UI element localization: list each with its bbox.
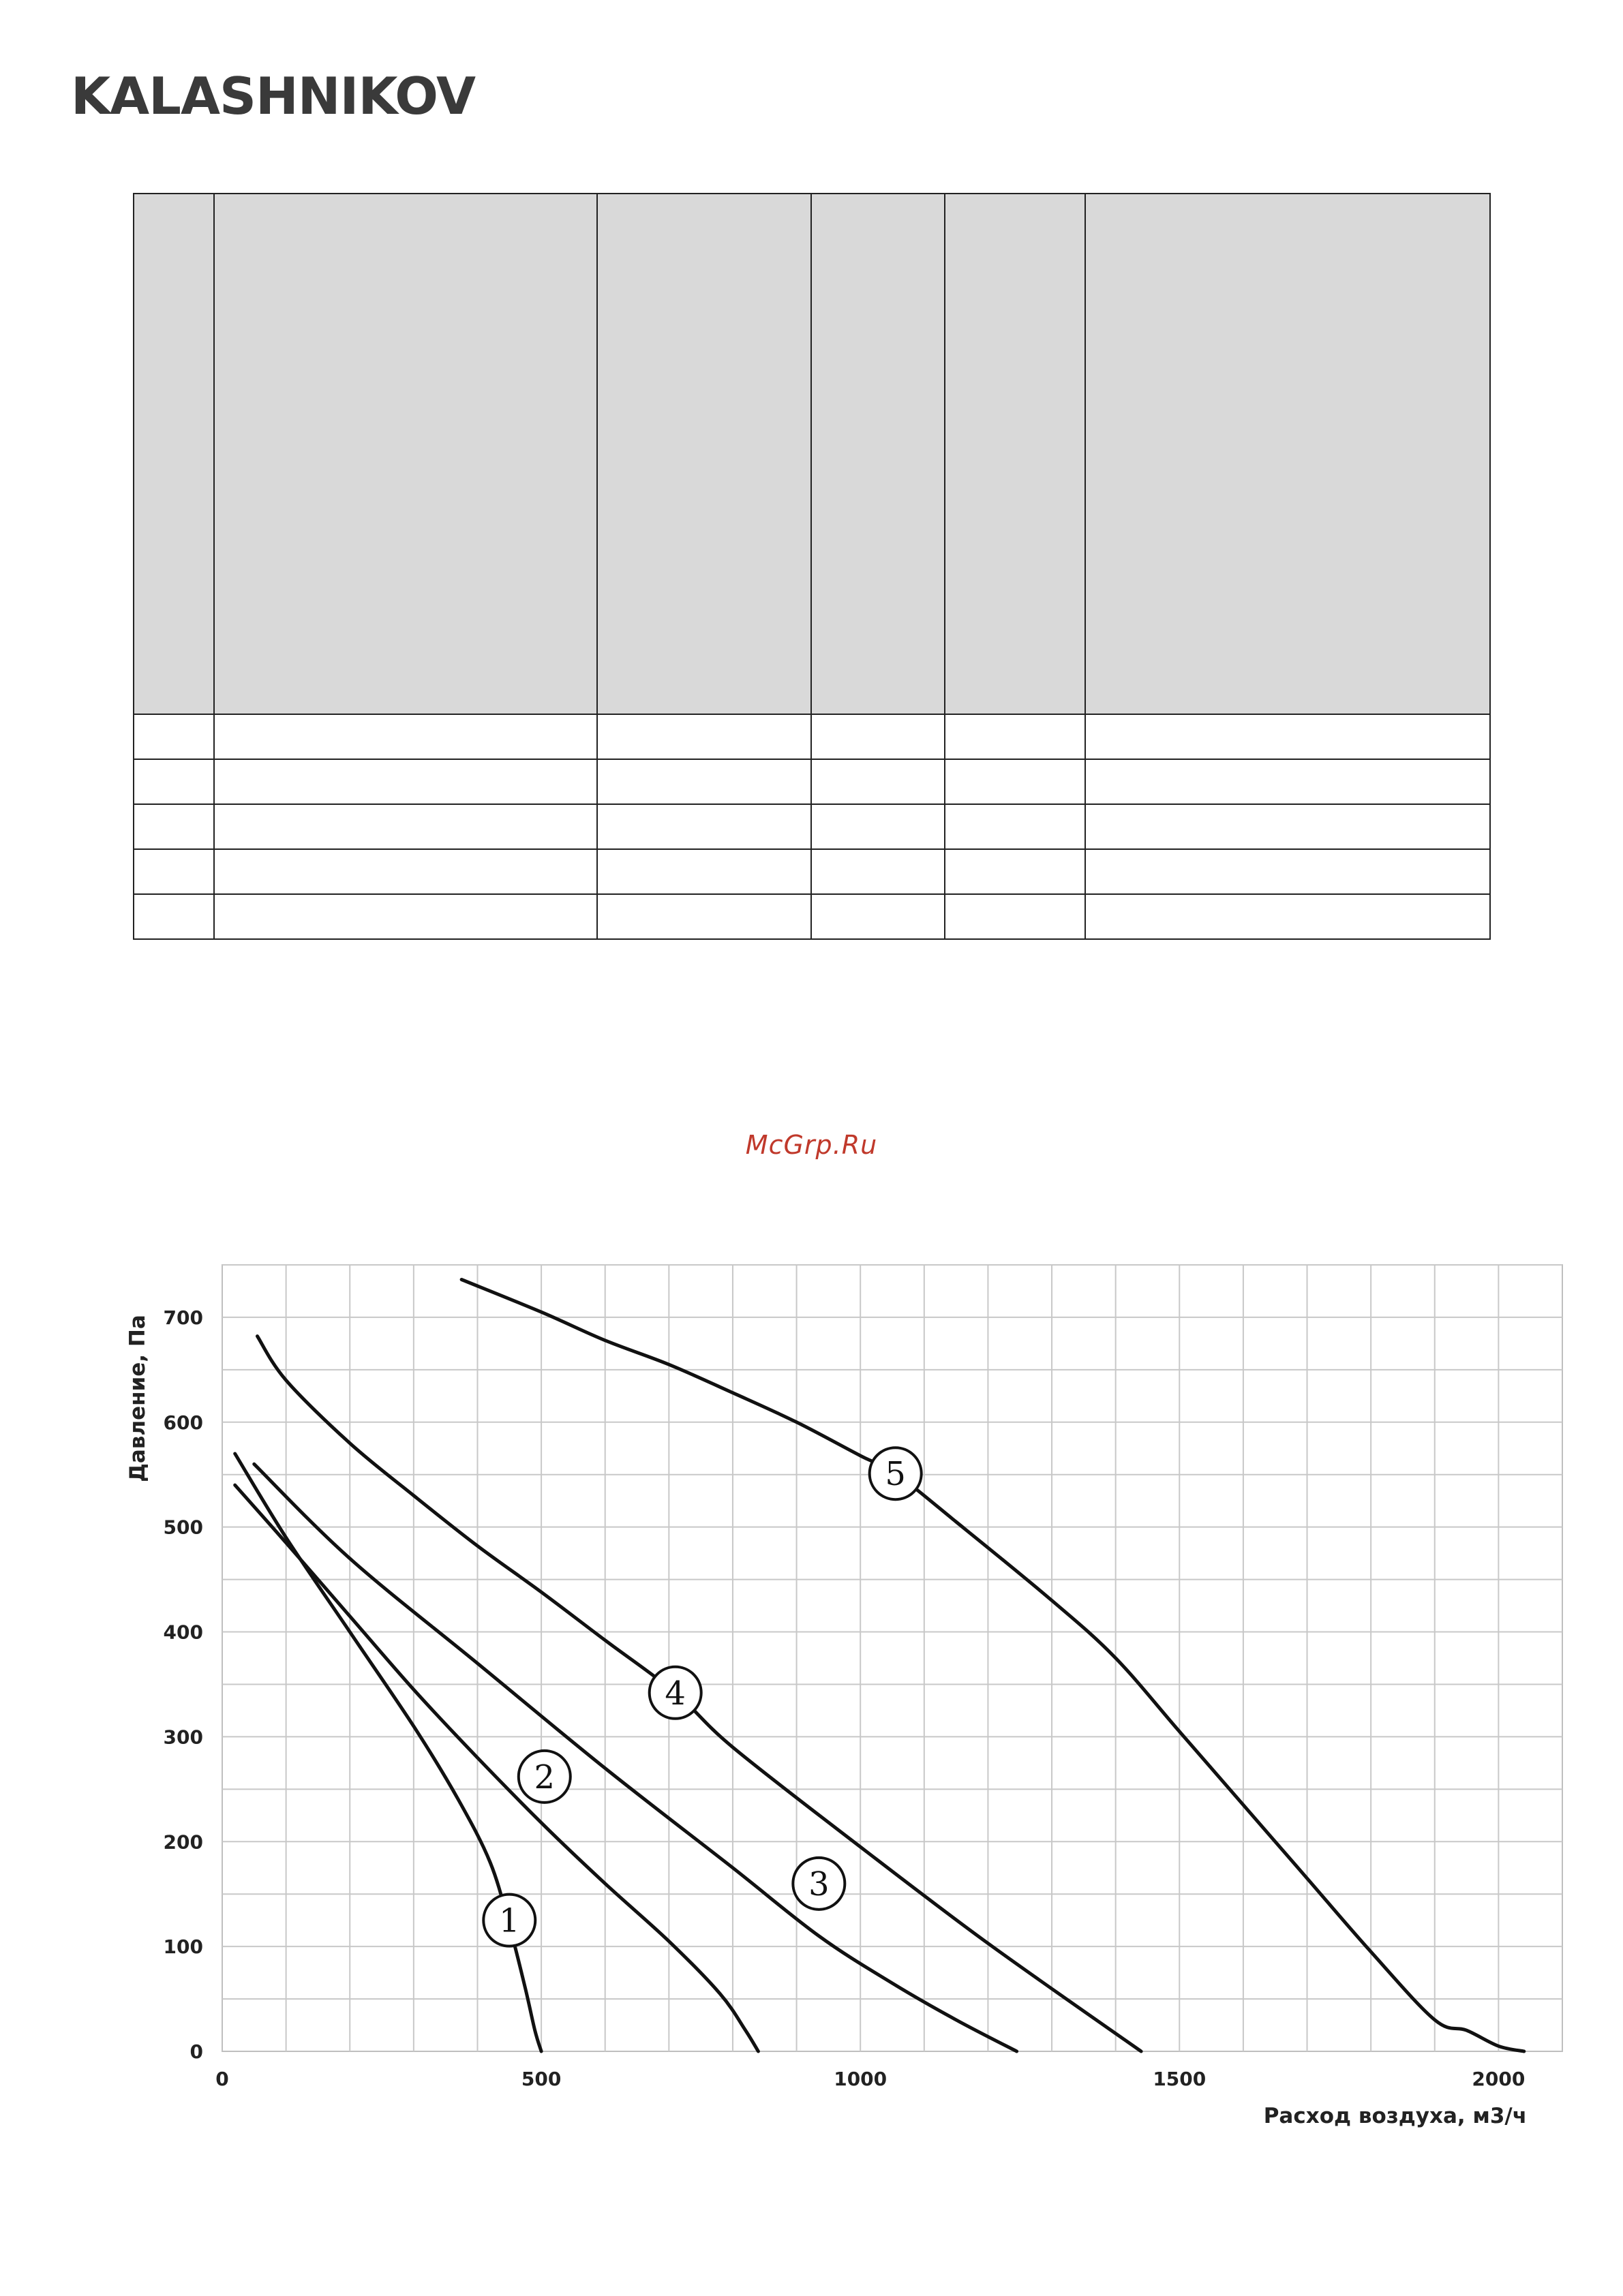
table-header-cell <box>214 194 597 714</box>
table-header-cell <box>134 194 214 714</box>
table-cell <box>1085 759 1490 804</box>
table-header-row <box>134 194 1490 714</box>
y-tick-label: 300 <box>163 1726 203 1749</box>
table-cell <box>811 759 945 804</box>
table-cell <box>1085 804 1490 849</box>
x-tick-label: 1500 <box>1153 2068 1207 2090</box>
pressure-flow-chart <box>0 1213 1623 2154</box>
table-cell <box>134 759 214 804</box>
table-cell <box>811 714 945 759</box>
series-label-4: 4 <box>665 1674 686 1713</box>
y-axis-label: Давление, Па <box>125 1315 150 1482</box>
series-label-1: 1 <box>499 1901 520 1940</box>
x-tick-label: 0 <box>215 2068 229 2090</box>
series-label-2: 2 <box>534 1758 556 1796</box>
y-tick-label: 100 <box>163 1935 203 1959</box>
table-cell <box>945 849 1085 894</box>
table-cell <box>214 714 597 759</box>
table-cell <box>214 804 597 849</box>
y-tick-label: 200 <box>163 1831 203 1854</box>
y-tick-label: 600 <box>163 1411 203 1434</box>
y-tick-label: 500 <box>163 1516 203 1539</box>
table-cell <box>214 849 597 894</box>
table-cell <box>945 894 1085 939</box>
x-axis-label: Расход воздуха, м3/ч <box>1263 2104 1527 2128</box>
table-cell <box>214 894 597 939</box>
x-tick-label: 500 <box>521 2068 562 2090</box>
chart-grid <box>222 1265 1562 2051</box>
brand-logo: KALASHNIKOV <box>71 66 475 126</box>
plot-area <box>222 1265 1562 2051</box>
table-row <box>134 759 1490 804</box>
table-cell <box>134 714 214 759</box>
table-cell <box>945 759 1085 804</box>
table-cell <box>1085 894 1490 939</box>
table-cell <box>811 849 945 894</box>
table-cell <box>811 894 945 939</box>
table-cell <box>597 714 811 759</box>
table-header-cell <box>945 194 1085 714</box>
table-row <box>134 804 1490 849</box>
table-row <box>134 894 1490 939</box>
watermark-link[interactable]: McGrp.Ru <box>745 1130 878 1160</box>
table-cell <box>597 759 811 804</box>
table-cell <box>214 759 597 804</box>
table-cell <box>597 894 811 939</box>
table-cell <box>134 804 214 849</box>
table-cell <box>1085 714 1490 759</box>
table-cell <box>945 714 1085 759</box>
table-cell <box>597 849 811 894</box>
table-cell <box>597 804 811 849</box>
x-tick-label: 2000 <box>1472 2068 1526 2090</box>
y-tick-label: 400 <box>163 1621 203 1644</box>
y-tick-label: 700 <box>163 1306 203 1329</box>
table-cell <box>134 849 214 894</box>
table-row <box>134 849 1490 894</box>
series-label-5: 5 <box>885 1455 906 1494</box>
series-label-3: 3 <box>808 1865 830 1903</box>
table-row <box>134 714 1490 759</box>
table-header-cell <box>1085 194 1490 714</box>
specs-table <box>133 193 1491 940</box>
table-cell <box>945 804 1085 849</box>
table-cell <box>811 804 945 849</box>
table-header-cell <box>811 194 945 714</box>
table-cell <box>134 894 214 939</box>
table-header-cell <box>597 194 811 714</box>
y-tick-label: 0 <box>189 2040 203 2063</box>
table-cell <box>1085 849 1490 894</box>
x-tick-label: 1000 <box>834 2068 888 2090</box>
